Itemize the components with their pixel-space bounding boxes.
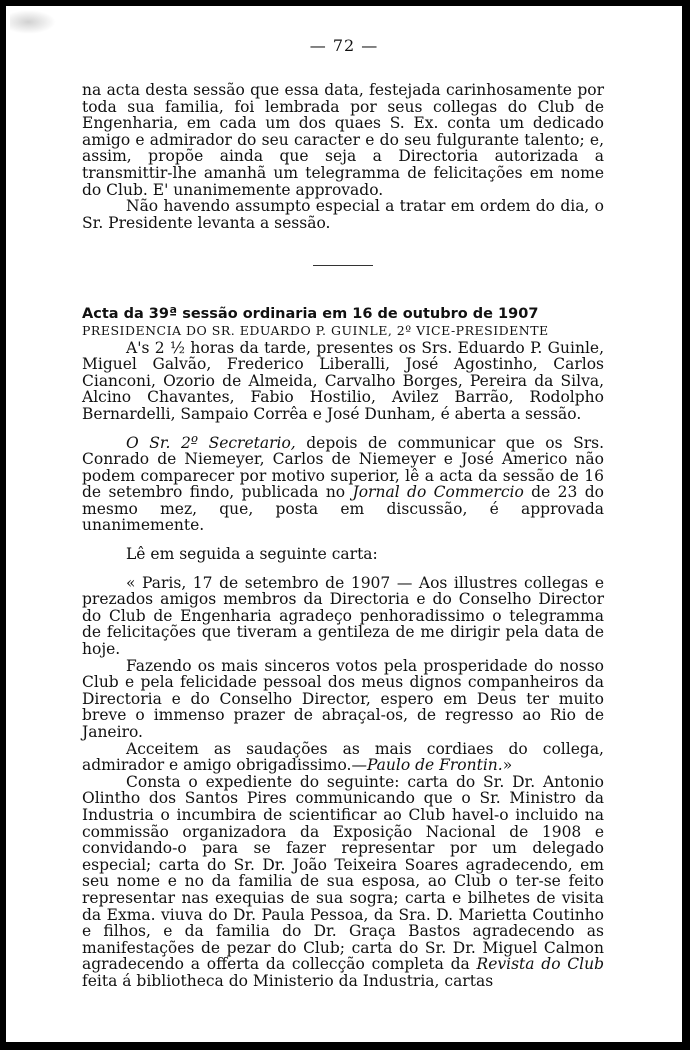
paragraph-letter-1: « Paris, 17 de setembro de 1907 — Aos illustres collegas e prezados amigos membros da Directoria e do Conselho Director do Club de Engenharia agradeço penhoradissimo o telegramma de felicitações que tiveram a gentileza de me dirigir pela data de hoje. [82, 573, 604, 659]
paragraph-closing: Não havendo assumpto especial a tratar em ordem do dia, o Sr. Presidente levanta a sessão. [82, 197, 604, 232]
expediente-text-b: feita á bibliotheca do Ministerio da Industria, cartas [82, 971, 494, 990]
expediente-text-a: Consta o expediente do seguinte: carta do Sr. Dr. Antonio Olintho dos Santos Pires communicando que o Sr. Ministro da Industria o incumbira de scientificar ao Club havel-o incluido na commissão organizadora da Exposição Nacional de 1908 e convidando-o para se fazer representar por um delegado especial; carta do Sr. Dr. João Teixeira Soares agradecendo, em seu nome e no da familia de sua esposa, ao Club o ter-se feito representar nas exequias de sua sogra; carta e bilhetes de visita da Exma. viuva do Dr. Paula Pessoa, da Sra. D. Marietta Coutinho e filhos, e da familia do Dr. Graça Bastos agradecendo as manifestações de pezar do Club; carta do Sr. Dr. Miguel Calmon agradecendo a offerta da collecção completa da [82, 772, 604, 974]
letter-close-quote: » [502, 756, 513, 775]
paragraph-expediente [82, 774, 604, 990]
journal-name: Jornal do Commercio [352, 483, 524, 502]
scan-smudge [10, 10, 56, 34]
secretary-text-b: de 23 do mesmo mez, que, posta em discussão, é approvada unanimemente. [82, 483, 604, 535]
paragraph-letter-2: Fazendo os mais sinceros votos pela prosperidade do nosso Club e pela felicidade pessoal dos meus dignos companheiros da Directoria e do Conselho Director, espero em Deus ter muito breve o immenso prazer de abraçal-os, de regresso ao Rio de Janeiro. [82, 656, 604, 741]
paragraph-continued: na acta desta sessão que essa data, festejada carinhosamente por toda sua familia, foi lembrada por seus collegas do Club de Engenharia, em cada um dos quaes S. Ex. conta um dedicado amigo e admirador do seu caracter e do seu fulgurante talento; e, assim, propõe ainda que seja a Directoria autorizada a transmittir-lhe amanhã um telegramma de felicitações em nome do Club. E' unanimemente approvado. [82, 81, 604, 199]
paragraph-attendance: A's 2 ½ horas da tarde, presentes os Srs. Eduardo P. Guinle, Miguel Galvão, Frederico Liberalli, José Agostinho, Carlos Cianconi, Ozorio de Almeida, Carvalho Borges, Pereira da Silva, Alcino Chavantes, Fabio Hostilio, Avilez Barrão, Rodolpho Bernardelli, Sampaio Corrêa e José Dunham, é aberta a sessão. [82, 338, 604, 423]
paragraph-letter-intro: Lê em seguida a seguinte carta: [126, 545, 378, 564]
section-title: Acta da 39ª sessão ordinaria em 16 de outubro de 1907 [82, 306, 539, 323]
presidency-line: PRESIDENCIA DO SR. EDUARDO P. GUINLE, 2º VICE-PRESIDENTE [82, 322, 549, 338]
secretary-label: O Sr. 2º Secretario, [126, 433, 296, 452]
document-page [6, 6, 682, 1042]
section-divider [313, 265, 373, 266]
revista-name: Revista do Club [476, 955, 605, 974]
secretary-text-a: depois de communicar que os Srs. Conrado de Niemeyer, Carlos de Niemeyer e José Americo não podem comparecer por motivo superior, lê a acta da sessão de 16 de setembro findo, publicada no [82, 433, 604, 502]
paragraph-secretary [82, 435, 604, 535]
letter-closing-text: Acceitem as saudações as mais cordiaes do collega, admirador e amigo obrigadissimo.— [82, 739, 604, 775]
letter-signature: Paulo de Frontin. [366, 756, 503, 775]
page-content [82, 82, 604, 990]
paragraph-letter-3 [82, 741, 604, 774]
page-number: — 72 — [309, 36, 379, 55]
